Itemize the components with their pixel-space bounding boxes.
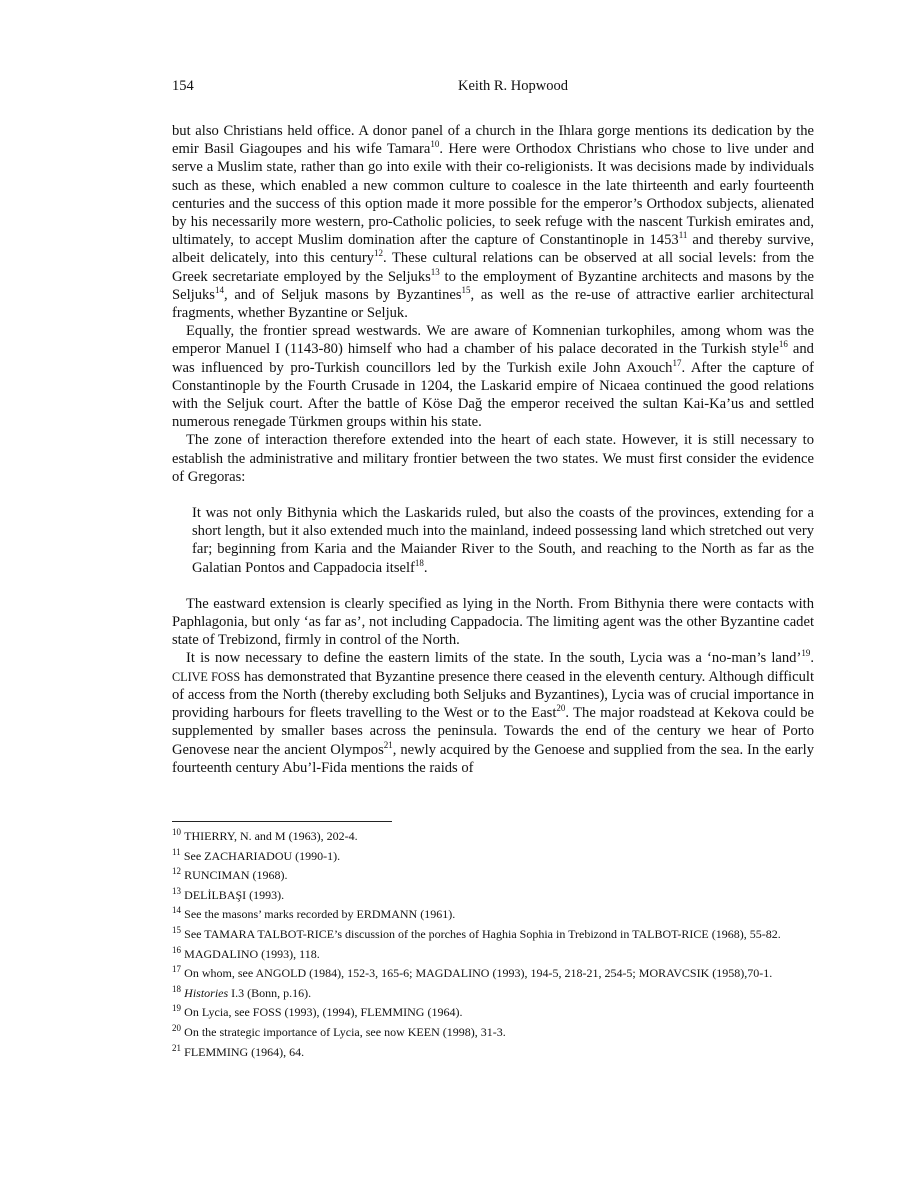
footnote-text xyxy=(184,1005,462,1019)
text-run: I.3 (Bonn, p.16). xyxy=(228,985,312,1000)
page-number: 154 xyxy=(172,78,194,94)
text-run: RUNCIMAN (1968). xyxy=(184,868,288,883)
footnote-marker: 20 xyxy=(556,703,566,714)
text-run: . xyxy=(810,650,814,667)
footnote-number: 18 xyxy=(172,983,181,994)
footnote-separator xyxy=(172,821,392,822)
footnote-number: 13 xyxy=(172,885,181,896)
paragraph xyxy=(172,431,814,486)
footnote-text xyxy=(184,947,320,961)
text-run: and was influenced by pro-Turkish councillors led by the Turkish exile John Axouch xyxy=(172,341,814,376)
italic-text: Histories xyxy=(184,985,229,1000)
footnote-marker: 17 xyxy=(672,357,682,368)
text-run: . After the capture of Constantinople by the Fourth Crusade in 1204, the Laskarid empire of Nicaea continued the good relations with the Seljuk court. After the battle of Köse Dağ the emperor received the sultan Kai-Ka’us and settled numerous renegade Türkmen groups within his state. xyxy=(172,359,814,431)
footnote-marker: 21 xyxy=(383,739,393,750)
footnote xyxy=(172,826,814,845)
footnote-text xyxy=(184,927,781,941)
paragraph xyxy=(172,122,814,322)
text-run: Equally, the frontier spread westwards. We are aware of Komnenian turkophiles, among whom was the emperor Manuel I (1143-80) himself who had a chamber of his palace decorated in the Turkish style xyxy=(172,323,814,358)
footnote-number: 11 xyxy=(172,846,181,857)
text-run: , newly acquired by the Genoese and supplied from the sea. In the early fourteenth century Abu’l-Fida mentions the raids of xyxy=(172,741,814,776)
footnote-text xyxy=(184,966,772,980)
footnote-number: 21 xyxy=(172,1042,181,1053)
text-run: See the masons’ marks recorded by ERDMANN (1961). xyxy=(184,907,456,922)
footnote xyxy=(172,885,814,904)
footnote-marker: 16 xyxy=(778,339,788,350)
footnote-marker: 11 xyxy=(678,230,688,241)
paragraph xyxy=(172,595,814,650)
text-run: . These cultural relations can be observed at all social levels: from the Greek secretariate employed by the Seljuks xyxy=(172,250,814,285)
footnote-text xyxy=(184,888,284,902)
paragraph xyxy=(172,322,814,431)
footnote-number: 10 xyxy=(172,826,181,837)
text-run: . Here were Orthodox Christians who chose to live under and serve a Muslim state, rather than go into exile with their co-religionists. It was decisions made by individuals such as these, which enabled a new common culture to coalesce in the late thirteenth and early fourteenth centuries and the success of this option made it more possible for the emperor’s Orthodox subjects, alienated by his necessarily more western, pro-Catholic policies, to seek refuge with the nascent Turkish emirates and, ultimately, to accept Muslim domination after the capture of Constantinople in 1453 xyxy=(172,141,814,249)
text-run: but also Christians held office. A donor panel of a church in the Ihlara gorge mentions its dedication by the emir Basil Giagoupes and his wife Tamara xyxy=(172,123,814,158)
small-caps-name: CLIVE FOSS xyxy=(172,669,241,684)
text-run: . xyxy=(423,559,428,576)
footnote-number: 19 xyxy=(172,1003,181,1014)
footnote-number: 12 xyxy=(172,866,181,876)
footnote-text xyxy=(184,849,340,863)
footnote-marker: 15 xyxy=(461,284,471,295)
footnote xyxy=(172,868,814,884)
text-run: The eastward extension is clearly specified as lying in the North. From Bithynia there were contacts with Paphlagonia, but only ‘as far as’, not including Cappadocia. The limiting agent was the other Byzantine cadet state of Trebizond, firmly in control of the North. xyxy=(172,595,814,649)
running-head: Keith R. Hopwood xyxy=(458,78,568,94)
footnote xyxy=(172,907,814,923)
footnote-number: 16 xyxy=(172,944,181,955)
main-text xyxy=(172,122,814,777)
footnote-marker: 10 xyxy=(430,139,440,150)
footnote xyxy=(172,983,814,1002)
text-run: THIERRY, N. and M (1963), 202-4. xyxy=(184,829,358,843)
footnote-marker: 19 xyxy=(801,648,811,659)
footnote-number: 14 xyxy=(172,905,181,916)
text-run: and thereby survive, albeit delicately, into this century xyxy=(172,232,815,267)
footnote-marker: 12 xyxy=(373,248,383,259)
footnote xyxy=(172,846,814,865)
text-run: FLEMMING (1964), 64. xyxy=(184,1044,305,1059)
footnote xyxy=(172,924,814,943)
footnote-text xyxy=(184,1045,304,1059)
footnote-text xyxy=(184,907,455,921)
text-run: The zone of interaction therefore extended into the heart of each state. However, it is still necessary to establish the administrative and military frontier between the two states. We must first consider the evidence of Gregoras: xyxy=(172,432,814,485)
footnote xyxy=(172,1005,814,1021)
footnote xyxy=(172,1042,814,1061)
text-run: It was not only Bithynia which the Laskarids ruled, but also the coasts of the provinces, extending for a short length, but it also extended much into the mainland, indeed possessing land which stretched out very far; beginning from Karia and the Maiander River to the South, and reaching to the North as far as the Galatian Pontos and Cappadocia itself xyxy=(192,505,814,576)
footnote xyxy=(172,1022,814,1041)
footnote-marker: 13 xyxy=(430,266,440,277)
footnote-marker: 18 xyxy=(414,557,424,568)
footnote xyxy=(172,963,814,982)
text-run: , as well as the re-use of attractive earlier architectural fragments, whether Byzantine or Seljuk. xyxy=(172,286,814,322)
text-run: DELİLBAŞI (1993). xyxy=(184,887,285,902)
footnote-text xyxy=(184,868,287,882)
paragraph xyxy=(172,649,814,776)
text-run: , and of Seljuk masons by Byzantines xyxy=(223,286,462,303)
footnote-number: 15 xyxy=(172,924,181,935)
text-run: has demonstrated that Byzantine presence there ceased in the eleventh century. Although difficult of access from the North (thereby excluding both Seljuks and Byzantines), Lycia was of crucial importance in providing harbours for fleets travelling to the West or to the East xyxy=(172,668,814,722)
footnote-marker: 14 xyxy=(214,284,224,295)
page-header xyxy=(172,78,814,98)
footnotes xyxy=(172,826,814,1064)
text-run: On whom, see ANGOLD (1984), 152-3, 165-6; MAGDALINO (1993), 194-5, 218-21, 254-5; MORAVCSIK (1958),70-1. xyxy=(184,966,773,981)
text-run: See TAMARA TALBOT-RICE’s discussion of the porches of Haghia Sophia in Trebizond in TALBOT-RICE (1968), 55-82. xyxy=(184,926,781,941)
footnote-text xyxy=(184,829,357,843)
footnote-text xyxy=(184,1025,506,1039)
text-run: to the employment of Byzantine architects and masons by the Seljuks xyxy=(172,268,814,303)
text-run: See ZACHARIADOU (1990-1). xyxy=(183,848,341,863)
footnote-number: 17 xyxy=(172,963,181,974)
text-run: On the strategic importance of Lycia, see now KEEN (1998), 31-3. xyxy=(184,1024,506,1039)
footnote-number: 20 xyxy=(172,1022,181,1033)
footnote xyxy=(172,944,814,963)
text-run: MAGDALINO (1993), 118. xyxy=(184,946,320,961)
block-quote xyxy=(192,504,814,577)
text-run: . The major roadstead at Kekova could be supplemented by smaller bases across the peninsula. Towards the end of the century we hear of Porto Genovese near the ancient Olympos xyxy=(172,705,814,758)
footnote-text xyxy=(184,986,311,1000)
text-run: On Lycia, see FOSS (1993), (1994), FLEMMING (1964). xyxy=(184,1005,463,1020)
text-run: It is now necessary to define the eastern limits of the state. In the south, Lycia was a ‘no-man’s land’ xyxy=(186,650,802,667)
